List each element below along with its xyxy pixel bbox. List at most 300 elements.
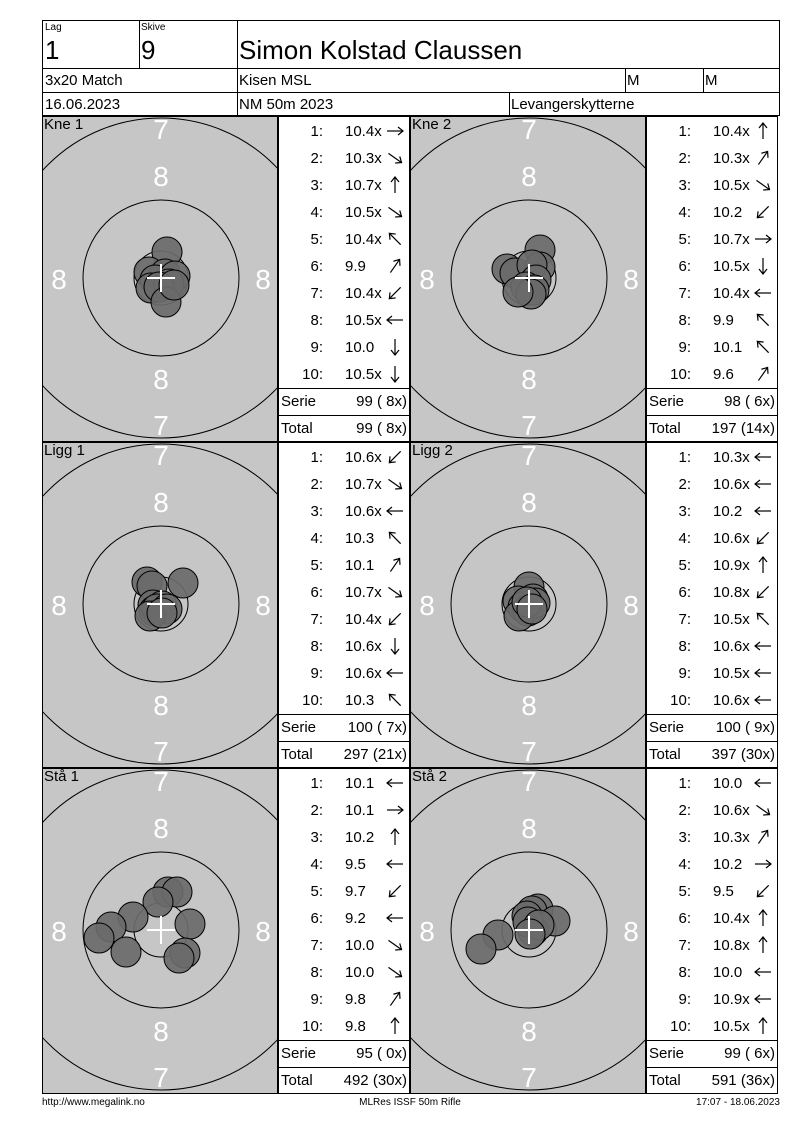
ring-number: 8 [419, 916, 435, 947]
shot-value: 10.4x [345, 285, 382, 302]
shot-number: 9: [678, 991, 691, 1008]
shot-number: 2: [310, 150, 323, 167]
shot-number: 8: [310, 312, 323, 329]
direction-arrow-icon [383, 121, 407, 141]
ring-number: 8 [521, 161, 537, 192]
shot-row [279, 306, 409, 333]
shot-number: 6: [310, 910, 323, 927]
shot-row [279, 796, 409, 823]
shot-number: 5: [678, 231, 691, 248]
shot-number: 4: [310, 204, 323, 221]
direction-arrow-icon [383, 962, 407, 982]
shot-value: 9.8 [345, 991, 366, 1008]
direction-arrow-icon [383, 229, 407, 249]
ring-number: 7 [521, 1062, 537, 1093]
ring-number: 8 [153, 487, 169, 518]
shot-row [647, 1012, 777, 1039]
direction-arrow-icon [383, 800, 407, 820]
shot-table-3 [646, 442, 778, 768]
divider [647, 1067, 777, 1068]
shot-number: 3: [678, 177, 691, 194]
shot-value: 10.4x [345, 123, 382, 140]
direction-arrow-icon [383, 175, 407, 195]
direction-arrow-icon [383, 310, 407, 330]
direction-arrow-icon [383, 854, 407, 874]
direction-arrow-icon [751, 663, 775, 683]
shot-value: 10.5x [713, 177, 750, 194]
shot-number: 9: [310, 339, 323, 356]
shot-number: 6: [310, 258, 323, 275]
shot-row [279, 659, 409, 686]
shot-number: 1: [310, 123, 323, 140]
shot-value: 10.2 [713, 503, 743, 520]
shot-row [279, 958, 409, 985]
divider [43, 92, 779, 93]
shot-row [279, 877, 409, 904]
ring-number: 8 [255, 264, 271, 295]
direction-arrow-icon [383, 663, 407, 683]
shot-hole-10 [517, 594, 547, 624]
shot-number: 2: [310, 476, 323, 493]
shot-number: 1: [310, 775, 323, 792]
shot-row [279, 252, 409, 279]
shot-value: 9.9 [345, 258, 366, 275]
direction-arrow-icon [383, 690, 407, 710]
shot-value: 10.5x [713, 611, 750, 628]
shot-value: 10.3x [713, 829, 750, 846]
direction-arrow-icon [383, 908, 407, 928]
direction-arrow-icon [751, 800, 775, 820]
series-name: Ligg 2 [412, 442, 453, 459]
shot-value: 10.0 [713, 775, 743, 792]
shot-row [647, 632, 777, 659]
shot-value: 10.1 [345, 802, 375, 819]
direction-arrow-icon [751, 609, 775, 629]
direction-arrow-icon [383, 773, 407, 793]
shot-number: 5: [678, 557, 691, 574]
direction-arrow-icon [383, 555, 407, 575]
footer-software: MLRes ISSF 50m Rifle [359, 1097, 461, 1108]
shot-row [279, 985, 409, 1012]
shot-value: 10.5x [345, 204, 382, 221]
shot-number: 9: [310, 665, 323, 682]
shot-row [279, 144, 409, 171]
shot-row [647, 659, 777, 686]
direction-arrow-icon [751, 935, 775, 955]
shot-hole-8 [111, 937, 141, 967]
shot-value: 10.6x [713, 530, 750, 547]
shot-number: 3: [310, 829, 323, 846]
shot-number: 10: [670, 366, 691, 383]
shot-row [647, 252, 777, 279]
shot-value: 10.4x [713, 285, 750, 302]
total-label: Total [281, 420, 313, 437]
shot-number: 3: [310, 177, 323, 194]
ring-number: 8 [153, 161, 169, 192]
shot-number: 10: [302, 366, 323, 383]
ring-number: 8 [521, 690, 537, 721]
shot-number: 1: [678, 775, 691, 792]
target-3 [410, 442, 646, 768]
series-name: Stå 1 [44, 768, 80, 785]
ring-number: 7 [521, 736, 537, 767]
shot-value: 10.3x [713, 449, 750, 466]
shot-number: 7: [678, 937, 691, 954]
shot-number: 2: [678, 150, 691, 167]
shot-value: 10.5x [713, 258, 750, 275]
serie-value: 95 ( 0x) [356, 1045, 407, 1062]
skive-label: Skive [141, 22, 166, 33]
shot-row [647, 171, 777, 198]
shot-value: 10.6x [345, 665, 382, 682]
ring-number: 8 [419, 590, 435, 621]
shot-row [279, 443, 409, 470]
shot-row [647, 578, 777, 605]
ring-number: 8 [255, 590, 271, 621]
serie-value: 98 ( 6x) [724, 393, 775, 410]
shot-hole-6 [84, 923, 114, 953]
ring-number: 8 [521, 1016, 537, 1047]
shot-row [647, 279, 777, 306]
shot-value: 10.1 [345, 557, 375, 574]
direction-arrow-icon [751, 364, 775, 384]
shot-value: 10.4x [713, 123, 750, 140]
shot-row [647, 877, 777, 904]
ring-number: 7 [153, 117, 169, 145]
shot-number: 10: [302, 1018, 323, 1035]
divider [703, 69, 704, 93]
shot-value: 10.2 [713, 204, 743, 221]
direction-arrow-icon [751, 175, 775, 195]
serie-label: Serie [281, 719, 317, 736]
target-1 [410, 116, 646, 442]
class-2: M [705, 72, 718, 89]
serie-value: 99 ( 6x) [724, 1045, 775, 1062]
shot-row [647, 958, 777, 985]
shot-number: 2: [678, 802, 691, 819]
divider [279, 1067, 409, 1068]
shot-number: 6: [678, 584, 691, 601]
direction-arrow-icon [383, 609, 407, 629]
shot-row [647, 796, 777, 823]
shot-value: 10.5x [713, 665, 750, 682]
serie-label: Serie [649, 393, 685, 410]
shot-value: 10.7x [345, 177, 382, 194]
direction-arrow-icon [383, 989, 407, 1009]
shot-row [647, 850, 777, 877]
shot-row [279, 931, 409, 958]
shot-value: 10.8x [713, 937, 750, 954]
shot-row [647, 904, 777, 931]
total-value: 197 (14x) [711, 420, 775, 437]
shot-row [647, 333, 777, 360]
direction-arrow-icon [751, 908, 775, 928]
ring-number: 8 [623, 590, 639, 621]
direction-arrow-icon [751, 773, 775, 793]
organizer: Levangerskytterne [511, 96, 635, 113]
lag-value: 1 [45, 35, 60, 65]
shot-table-0 [278, 116, 410, 442]
serie-label: Serie [649, 719, 685, 736]
ring-number: 8 [51, 264, 67, 295]
ring-number: 8 [153, 364, 169, 395]
total-value: 591 (36x) [711, 1072, 775, 1089]
total-label: Total [649, 420, 681, 437]
club-name: Kisen MSL [239, 72, 312, 89]
ring-number: 7 [153, 443, 169, 471]
shot-value: 10.9x [713, 991, 750, 1008]
shot-hole-10 [164, 943, 194, 973]
shot-value: 9.2 [345, 910, 366, 927]
direction-arrow-icon [751, 474, 775, 494]
direction-arrow-icon [383, 528, 407, 548]
ring-number: 8 [419, 264, 435, 295]
date: 16.06.2023 [45, 96, 121, 113]
shot-number: 2: [310, 802, 323, 819]
total-label: Total [649, 1072, 681, 1089]
shot-number: 3: [678, 503, 691, 520]
ring-number: 7 [153, 410, 169, 441]
shot-number: 5: [310, 557, 323, 574]
shot-value: 10.6x [713, 802, 750, 819]
shot-row [647, 198, 777, 225]
direction-arrow-icon [383, 202, 407, 222]
direction-arrow-icon [383, 1016, 407, 1036]
ring-number: 7 [521, 769, 537, 797]
shot-row [647, 360, 777, 387]
header-box [42, 20, 780, 116]
direction-arrow-icon [751, 555, 775, 575]
target-svg [411, 443, 646, 768]
shot-value: 10.4x [345, 611, 382, 628]
ring-number: 8 [255, 916, 271, 947]
direction-arrow-icon [383, 582, 407, 602]
shot-row [647, 551, 777, 578]
serie-value: 100 ( 7x) [347, 719, 407, 736]
target-svg [43, 117, 278, 442]
divider [279, 714, 409, 715]
ring-number: 7 [153, 736, 169, 767]
shot-row [647, 605, 777, 632]
series-name: Stå 2 [412, 768, 448, 785]
shot-value: 9.5 [713, 883, 734, 900]
ring-number: 7 [153, 769, 169, 797]
shot-row [647, 144, 777, 171]
shot-number: 10: [670, 692, 691, 709]
total-label: Total [281, 746, 313, 763]
shot-table-5 [646, 768, 778, 1094]
series-name: Ligg 1 [44, 442, 85, 459]
total-value: 99 ( 8x) [356, 420, 407, 437]
shot-number: 6: [310, 584, 323, 601]
divider [647, 415, 777, 416]
target-4 [42, 768, 278, 1094]
direction-arrow-icon [383, 935, 407, 955]
ring-number: 8 [51, 590, 67, 621]
direction-arrow-icon [751, 528, 775, 548]
shot-value: 9.6 [713, 366, 734, 383]
direction-arrow-icon [383, 474, 407, 494]
ring-number: 7 [521, 410, 537, 441]
ring-number: 8 [521, 813, 537, 844]
target-svg [43, 443, 278, 768]
direction-arrow-icon [383, 636, 407, 656]
shot-value: 10.1 [345, 775, 375, 792]
shot-number: 7: [310, 611, 323, 628]
divider [279, 1040, 409, 1041]
shot-number: 5: [310, 883, 323, 900]
shot-value: 10.0 [345, 339, 375, 356]
direction-arrow-icon [751, 582, 775, 602]
shot-value: 10.3x [345, 150, 382, 167]
direction-arrow-icon [751, 229, 775, 249]
total-label: Total [649, 746, 681, 763]
shot-value: 10.0 [345, 964, 375, 981]
skive-value: 9 [141, 35, 156, 65]
direction-arrow-icon [383, 827, 407, 847]
shot-value: 9.9 [713, 312, 734, 329]
shot-value: 10.6x [345, 503, 382, 520]
shot-number: 5: [678, 883, 691, 900]
divider [647, 388, 777, 389]
shot-row [279, 823, 409, 850]
shot-row [279, 524, 409, 551]
serie-label: Serie [281, 393, 317, 410]
target-0 [42, 116, 278, 442]
shot-row [279, 279, 409, 306]
shot-number: 6: [678, 258, 691, 275]
shot-value: 10.6x [345, 638, 382, 655]
target-2 [42, 442, 278, 768]
direction-arrow-icon [751, 989, 775, 1009]
direction-arrow-icon [383, 881, 407, 901]
series-name: Kne 1 [44, 116, 84, 133]
shot-value: 10.4x [345, 231, 382, 248]
divider [43, 68, 779, 69]
shot-row [647, 524, 777, 551]
shot-row [279, 632, 409, 659]
shot-row [279, 904, 409, 931]
divider [279, 415, 409, 416]
shot-hole-3 [168, 568, 198, 598]
shot-number: 3: [310, 503, 323, 520]
total-value: 492 (30x) [343, 1072, 407, 1089]
series-name: Kne 2 [412, 116, 452, 133]
shot-row [279, 497, 409, 524]
serie-value: 99 ( 8x) [356, 393, 407, 410]
shot-number: 8: [310, 638, 323, 655]
shot-value: 10.3 [345, 692, 375, 709]
direction-arrow-icon [751, 148, 775, 168]
direction-arrow-icon [751, 256, 775, 276]
shot-number: 2: [678, 476, 691, 493]
direction-arrow-icon [751, 636, 775, 656]
shot-value: 10.8x [713, 584, 750, 601]
direction-arrow-icon [751, 121, 775, 141]
divider [647, 1040, 777, 1041]
target-svg [411, 769, 646, 1094]
shot-number: 7: [678, 285, 691, 302]
shot-value: 10.5x [345, 312, 382, 329]
shot-value: 10.6x [345, 449, 382, 466]
direction-arrow-icon [383, 447, 407, 467]
shot-row [279, 850, 409, 877]
divider [625, 69, 626, 93]
shot-row [647, 443, 777, 470]
shot-number: 6: [678, 910, 691, 927]
shot-value: 10.7x [345, 584, 382, 601]
serie-label: Serie [649, 1045, 685, 1062]
shot-value: 10.5x [345, 366, 382, 383]
shot-value: 10.3 [345, 530, 375, 547]
shot-value: 9.7 [345, 883, 366, 900]
shot-table-1 [646, 116, 778, 442]
ring-number: 7 [521, 117, 537, 145]
shot-value: 10.1 [713, 339, 743, 356]
shot-row [647, 117, 777, 144]
direction-arrow-icon [751, 310, 775, 330]
divider [139, 21, 140, 69]
divider [279, 388, 409, 389]
shot-row [279, 769, 409, 796]
ring-number: 8 [153, 690, 169, 721]
direction-arrow-icon [383, 501, 407, 521]
shot-row [279, 686, 409, 713]
divider [647, 714, 777, 715]
shot-number: 9: [678, 665, 691, 682]
direction-arrow-icon [751, 827, 775, 847]
ring-number: 8 [153, 813, 169, 844]
direction-arrow-icon [751, 962, 775, 982]
footer-url[interactable]: http://www.megalink.no [42, 1097, 145, 1108]
direction-arrow-icon [383, 364, 407, 384]
ring-number: 8 [153, 1016, 169, 1047]
divider [647, 741, 777, 742]
shot-value: 10.7x [713, 231, 750, 248]
direction-arrow-icon [383, 283, 407, 303]
shot-row [647, 931, 777, 958]
shot-number: 8: [678, 638, 691, 655]
direction-arrow-icon [751, 881, 775, 901]
direction-arrow-icon [383, 148, 407, 168]
shot-value: 10.2 [713, 856, 743, 873]
shot-number: 4: [310, 530, 323, 547]
target-svg [411, 117, 646, 442]
shot-number: 8: [310, 964, 323, 981]
direction-arrow-icon [751, 202, 775, 222]
shot-row [279, 605, 409, 632]
shot-value: 10.7x [345, 476, 382, 493]
shot-value: 10.6x [713, 638, 750, 655]
shot-number: 7: [678, 611, 691, 628]
ring-number: 7 [521, 443, 537, 471]
shot-row [279, 333, 409, 360]
shot-number: 5: [310, 231, 323, 248]
total-value: 397 (30x) [711, 746, 775, 763]
direction-arrow-icon [383, 256, 407, 276]
shot-value: 9.8 [345, 1018, 366, 1035]
shot-row [279, 117, 409, 144]
shot-number: 4: [310, 856, 323, 873]
shot-hole-6 [466, 934, 496, 964]
shot-row [279, 551, 409, 578]
target-5 [410, 768, 646, 1094]
divider [237, 21, 238, 117]
target-svg [43, 769, 278, 1094]
shot-value: 10.4x [713, 910, 750, 927]
shot-number: 4: [678, 856, 691, 873]
ring-number: 8 [51, 916, 67, 947]
